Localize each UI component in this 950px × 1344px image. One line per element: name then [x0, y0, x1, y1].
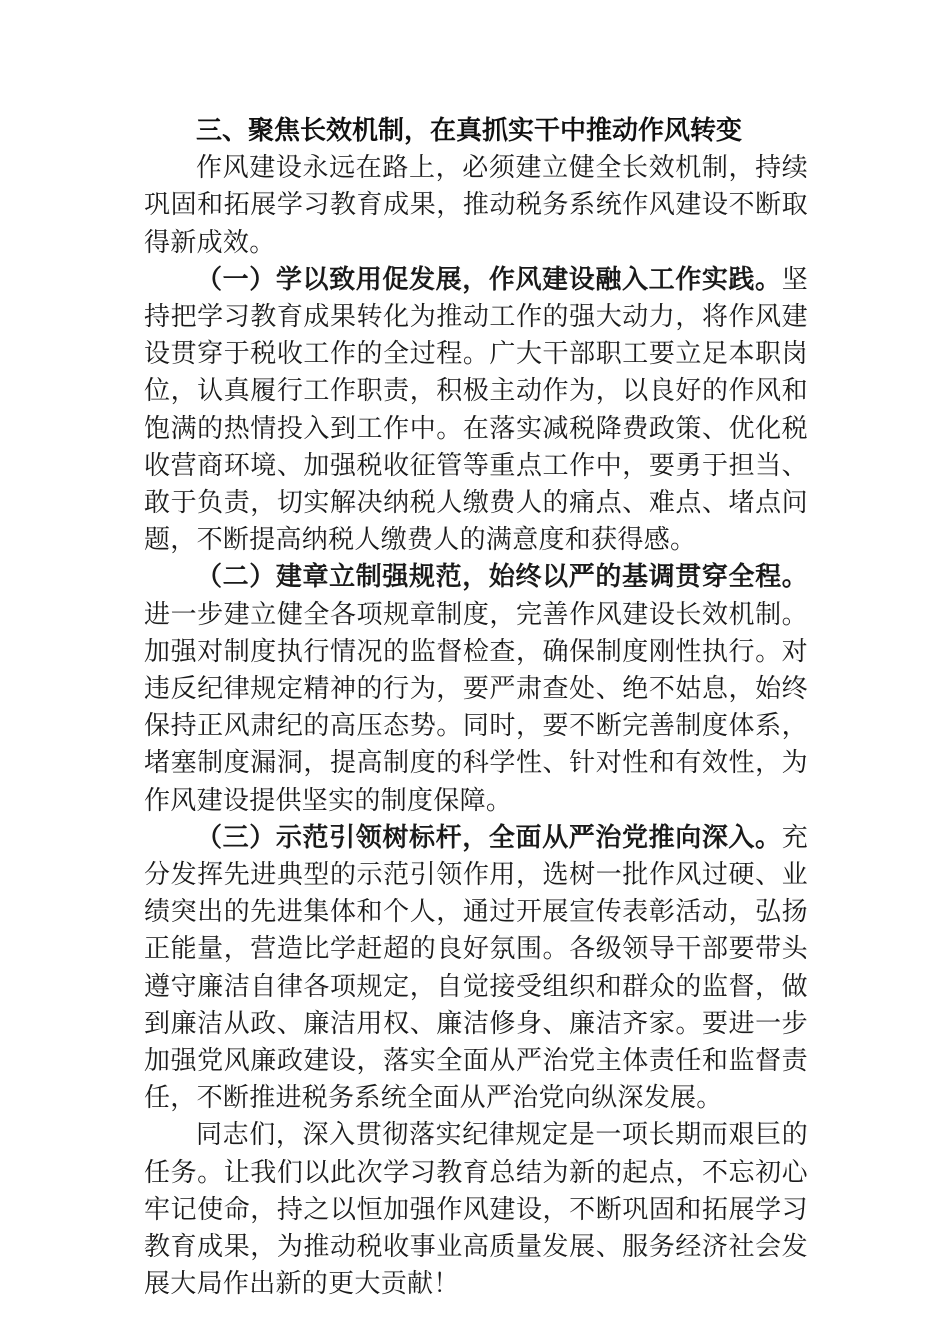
- point-two-paragraph: [144, 559, 808, 819]
- document-page: [144, 113, 808, 1304]
- paragraph-text: 同志们，深入贯彻落实纪律规定是一项长期而艰巨的任务。让我们以此次学习教育总结为新的起点，不忘初心牢记使命，持之以恒加强作风建设，不断巩固和拓展学习教育成果，为推动税收事业高质量发展、服务经济社会发展大局作出新的更大贡献！: [144, 1120, 808, 1300]
- paragraph-text: 坚持把学习教育成果转化为推动工作的强大动力，将作风建设贯穿于税收工作的全过程。广大干部职工要立足本职岗位，认真履行工作职责，积极主动作为，以良好的作风和饱满的热情投入到工作中。在落实减税降费政策、优化税收营商环境、加强税收征管等重点工作中，要勇于担当、敢于负责，切实解决纳税人缴费人的痛点、难点、堵点问题，不断提高纳税人缴费人的满意度和获得感。: [144, 264, 808, 556]
- point-one-paragraph: [144, 262, 808, 560]
- closing-paragraph: [144, 1117, 808, 1303]
- point-three-paragraph: [144, 820, 808, 1118]
- intro-paragraph: [144, 150, 808, 262]
- paragraph-text: 作风建设永远在路上，必须建立健全长效机制，持续巩固和拓展学习教育成果，推动税务系统作风建设不断取得新成效。: [144, 153, 808, 258]
- point-one-lead: （一）学以致用促发展，作风建设融入工作实践。: [196, 264, 782, 295]
- section-heading: 三、聚焦长效机制，在真抓实干中推动作风转变: [196, 116, 743, 146]
- paragraph-text: 进一步建立健全各项规章制度，完善作风建设长效机制。加强对制度执行情况的监督检查，确保制度刚性执行。对违反纪律规定精神的行为，要严肃查处、绝不姑息，始终保持正风肃纪的高压态势。同时，要不断完善制度体系，堵塞制度漏洞，提高制度的科学性、针对性和有效性，为作风建设提供坚实的制度保障。: [144, 599, 808, 816]
- paragraph-text: 充分发挥先进典型的示范引领作用，选树一批作风过硬、业绩突出的先进集体和个人，通过开展宣传表彰活动，弘扬正能量，营造比学赶超的良好氛围。各级领导干部要带头遵守廉洁自律各项规定，自觉接受组织和群众的监督，做到廉洁从政、廉洁用权、廉洁修身、廉洁齐家。要进一步加强党风廉政建设，落实全面从严治党主体责任和监督责任，不断推进税务系统全面从严治党向纵深发展。: [144, 822, 808, 1114]
- point-two-lead: （二）建章立制强规范，始终以严的基调贯穿全程。: [196, 562, 808, 593]
- point-three-lead: （三）示范引领树标杆，全面从严治党推向深入。: [196, 822, 782, 853]
